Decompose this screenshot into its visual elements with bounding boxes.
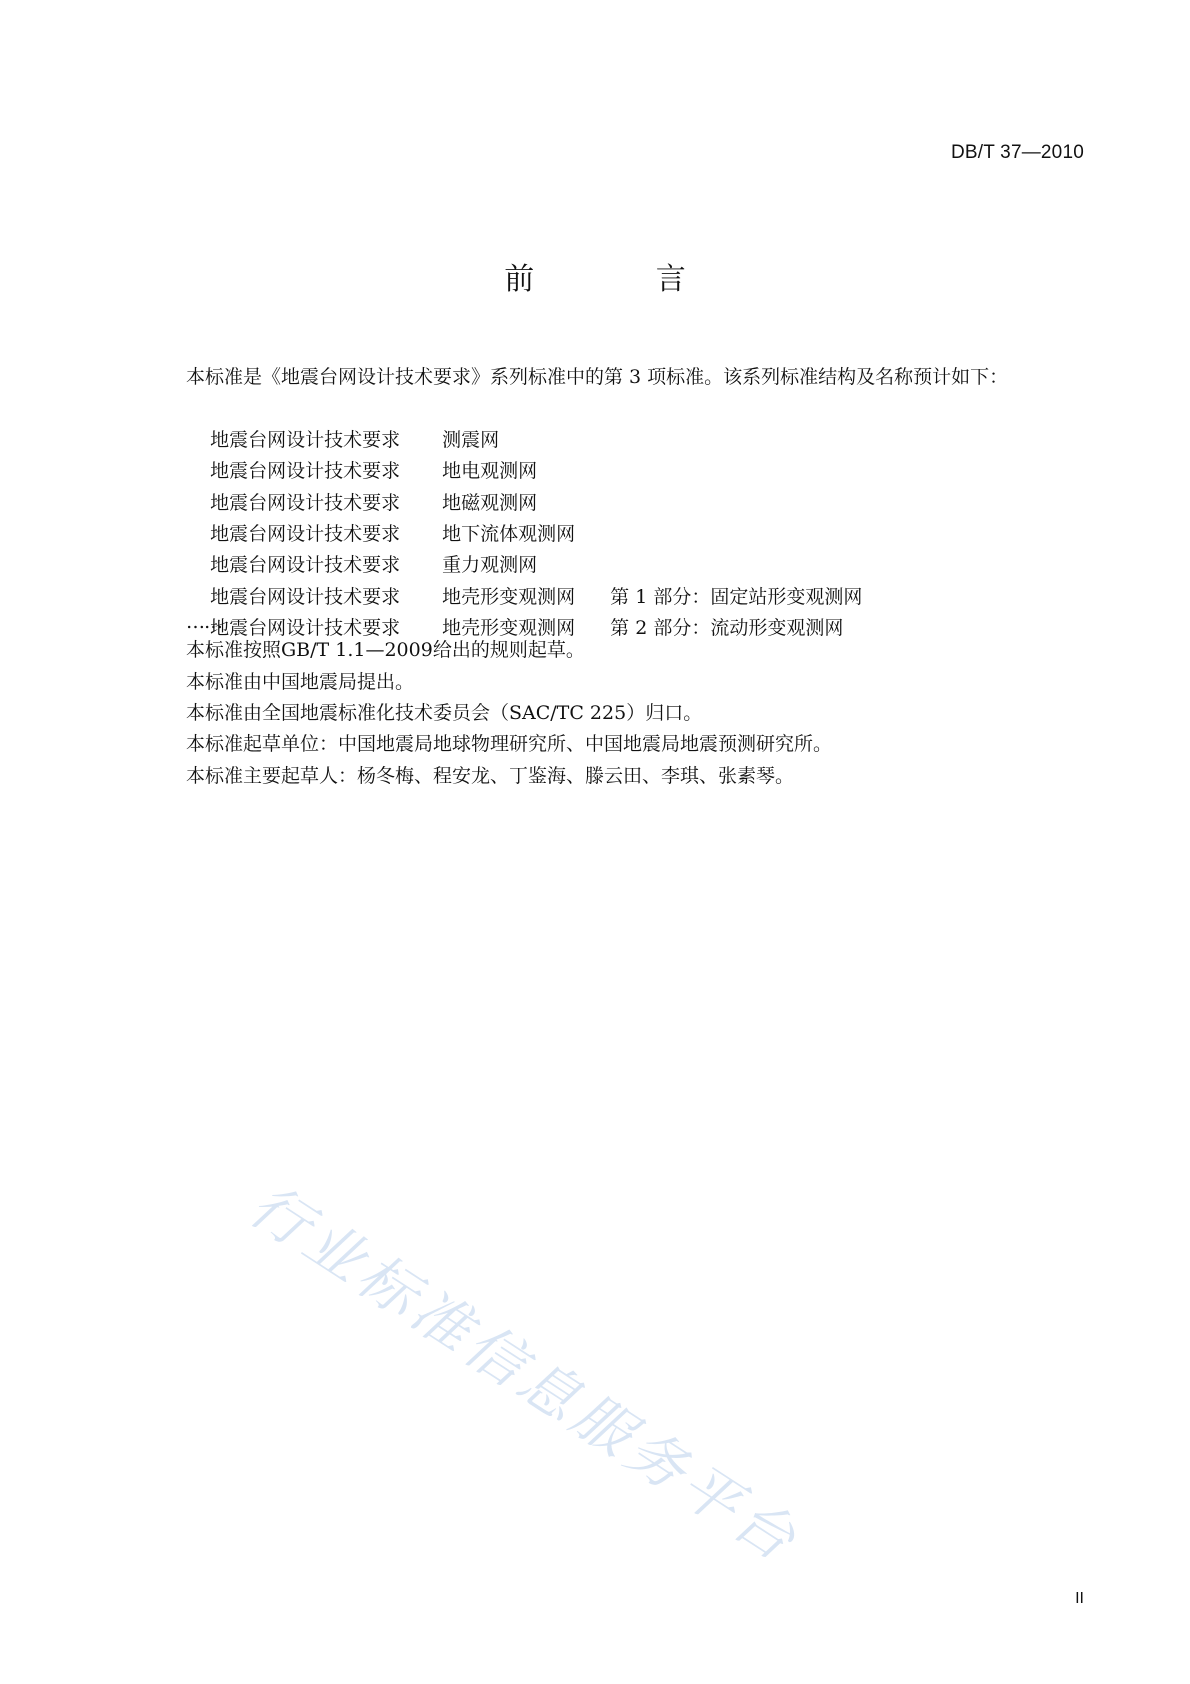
series-prefix: 地震台网设计技术要求	[210, 585, 401, 608]
series-name: 重力观测网	[442, 554, 538, 577]
series-name: 测震网	[442, 428, 500, 451]
statement-drafters: 本标准主要起草人：杨冬梅、程安龙、丁鉴海、滕云田、李琪、张素琴。	[186, 764, 795, 787]
page-title: 前 言	[504, 262, 742, 297]
series-name: 地磁观测网	[442, 491, 538, 514]
series-name: 地下流体观测网	[442, 522, 576, 545]
watermark-text: 行业标准信息服务平台	[237, 1170, 812, 1577]
series-prefix: 地震台网设计技术要求	[210, 460, 401, 483]
intro-paragraph: 本标准是《地震台网设计技术要求》系列标准中的第 3 项标准。该系列标准结构及名称预计如下：	[186, 366, 1009, 388]
series-prefix: 地震台网设计技术要求	[210, 617, 401, 640]
series-prefix: 地震台网设计技术要求	[210, 554, 401, 577]
series-name: 地电观测网	[442, 460, 538, 483]
statement-committee: 本标准由全国地震标准化技术委员会（SAC/TC 225）归口。	[186, 701, 703, 724]
series-name: 地壳形变观测网	[442, 585, 576, 608]
series-ellipsis: ……	[186, 611, 222, 634]
page-number: II	[1075, 1590, 1084, 1607]
series-prefix: 地震台网设计技术要求	[210, 428, 401, 451]
series-prefix: 地震台网设计技术要求	[210, 491, 401, 514]
series-name: 地壳形变观测网	[442, 617, 576, 640]
series-item	[186, 393, 1086, 451]
statement-drafting-units: 本标准起草单位：中国地震局地球物理研究所、中国地震局地震预测研究所。	[186, 733, 833, 756]
standard-code: DB/T 37—2010	[950, 142, 1084, 163]
series-part: 第 1 部分：固定站形变观测网	[610, 585, 863, 608]
series-part: 第 2 部分：流动形变观测网	[610, 617, 844, 640]
series-prefix: 地震台网设计技术要求	[210, 522, 401, 545]
statement-drafting-rules: 本标准按照GB/T 1.1—2009给出的规则起草。	[186, 639, 585, 662]
statement-proposer: 本标准由中国地震局提出。	[186, 670, 415, 693]
foreword-body	[186, 362, 1086, 792]
